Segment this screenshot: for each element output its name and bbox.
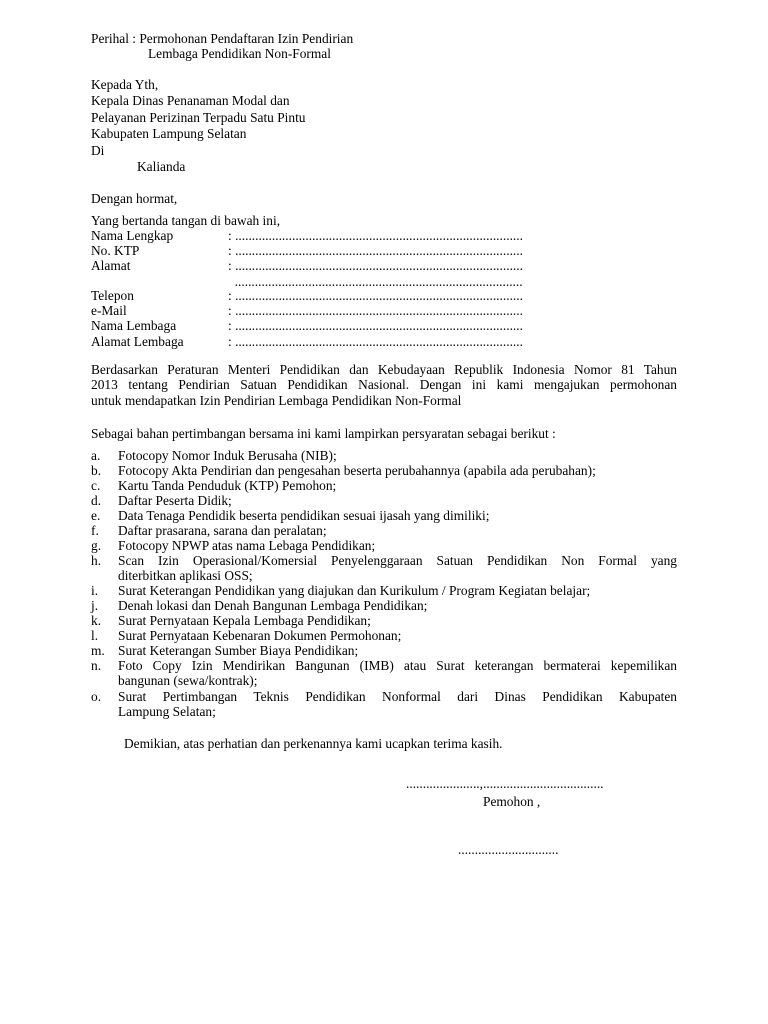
greeting: Dengan hormat, xyxy=(91,191,178,206)
subject-text: Permohonan Pendaftaran Izin Pendirian xyxy=(139,31,354,46)
list-marker: l. xyxy=(91,628,99,643)
undersigned-intro: Yang bertanda tangan di bawah ini, xyxy=(91,213,281,228)
list-item-text: Denah lokasi dan Denah Bangunan Lembaga Pendidikan; xyxy=(118,598,428,613)
list-item-text: Scan Izin Operasional/Komersial Penyelenggaraan Satuan Pendidikan Non Formal yang xyxy=(118,553,677,568)
list-item-text: Surat Keterangan Sumber Biaya Pendidikan; xyxy=(118,643,359,658)
list-marker: j. xyxy=(91,598,99,613)
list-item-text: Fotocopy Nomor Induk Berusaha (NIB); xyxy=(118,448,337,463)
list-item-text: Surat Pernyataan Kepala Lembaga Pendidikan; xyxy=(118,613,371,628)
list-marker: g. xyxy=(91,538,102,553)
field-label-alamat-lembaga: Alamat Lembaga xyxy=(91,334,184,349)
recipient-city: Kalianda xyxy=(137,159,186,174)
field-label-telepon: Telepon xyxy=(91,288,134,303)
list-marker: b. xyxy=(91,463,102,478)
field-value-alamat: : ...................................................................................... xyxy=(228,258,523,273)
list-item-text: Foto Copy Izin Mendirikan Bangunan (IMB) atau Surat keterangan bermaterai kepemilikan xyxy=(118,658,677,673)
list-marker: d. xyxy=(91,493,102,508)
field-value-email: : ...................................................................................... xyxy=(228,303,523,318)
field-label-alamat: Alamat xyxy=(91,258,131,273)
list-item-text: Surat Pertimbangan Teknis Pendidikan Nonformal dari Dinas Pendidikan Kabupaten xyxy=(118,689,677,704)
recipient-salutation: Kepada Yth, xyxy=(91,77,159,92)
field-value-nama-lengkap: : ...................................................................................... xyxy=(228,228,523,243)
subject-continuation: Lembaga Pendidikan Non-Formal xyxy=(148,46,331,61)
list-item-text-continued: diterbitkan aplikasi OSS; xyxy=(118,568,253,583)
applicant-role: Pemohon , xyxy=(483,794,541,809)
field-value-no-ktp: : ...................................................................................... xyxy=(228,243,523,258)
paragraph-line: 2013 tentang Pendirian Satuan Pendidikan Nasional. Dengan ini kami mengajukan permohonan xyxy=(91,377,677,393)
list-item-text: Data Tenaga Pendidik beserta pendidikan sesuai ijasah yang dimiliki; xyxy=(118,508,490,523)
paragraph-line: untuk mendapatkan Izin Pendirian Lembaga Pendidikan Non-Formal xyxy=(91,392,462,408)
field-label-nama-lengkap: Nama Lengkap xyxy=(91,228,174,243)
list-item-text: Fotocopy Akta Pendirian dan pengesahan beserta perubahannya (apabila ada perubahan); xyxy=(118,463,596,478)
subject-line xyxy=(91,31,353,46)
signature-name-line: .............................. xyxy=(458,842,559,857)
recipient-line: Kepala Dinas Penanaman Modal dan xyxy=(91,93,290,108)
list-item-text: Daftar prasarana, sarana dan peralatan; xyxy=(118,523,327,538)
list-marker: i. xyxy=(91,583,99,598)
recipient-line: Pelayanan Perizinan Terpadu Satu Pintu xyxy=(91,110,306,125)
closing-statement: Demikian, atas perhatian dan perkenannya kami ucapkan terima kasih. xyxy=(124,736,503,751)
list-marker: k. xyxy=(91,613,102,628)
field-value-nama-lembaga: : ...................................................................................... xyxy=(228,318,523,333)
legal-basis-paragraph xyxy=(91,362,677,408)
list-marker: a. xyxy=(91,448,101,463)
list-item-text: Fotocopy NPWP atas nama Lebaga Pendidikan; xyxy=(118,538,376,553)
field-label-email: e-Mail xyxy=(91,303,127,318)
place-date-line: ......................,.................................... xyxy=(406,776,604,791)
list-marker: n. xyxy=(91,658,102,673)
field-value-telepon: : ...................................................................................... xyxy=(228,288,523,303)
list-item-text-continued: bangunan (sewa/kontrak); xyxy=(118,673,258,688)
list-item-text: Surat Keterangan Pendidikan yang diajukan dan Kurikulum / Program Kegiatan belajar; xyxy=(118,583,591,598)
field-label-nama-lembaga: Nama Lembaga xyxy=(91,318,177,333)
list-item-text: Daftar Peserta Didik; xyxy=(118,493,232,508)
perihal-label: Perihal : xyxy=(91,31,140,46)
attachments-intro: Sebagai bahan pertimbangan bersama ini kami lampirkan persyaratan sebagai berikut : xyxy=(91,426,556,441)
recipient-line: Kabupaten Lampung Selatan xyxy=(91,126,247,141)
field-label-no-ktp: No. KTP xyxy=(91,243,140,258)
list-item-text: Surat Pernyataan Kebenaran Dokumen Permohonan; xyxy=(118,628,402,643)
field-value-alamat-lembaga: : ...................................................................................... xyxy=(228,334,523,349)
list-marker: h. xyxy=(91,553,102,568)
field-value-alamat-continued: ...................................................................................... xyxy=(228,274,523,289)
list-marker: f. xyxy=(91,523,99,538)
list-item-text-continued: Lampung Selatan; xyxy=(118,704,216,719)
recipient-line: Di xyxy=(91,143,105,158)
list-item-text: Kartu Tanda Penduduk (KTP) Pemohon; xyxy=(118,478,337,493)
list-marker: e. xyxy=(91,508,101,523)
list-marker: o. xyxy=(91,689,102,704)
list-marker: m. xyxy=(91,643,105,658)
list-marker: c. xyxy=(91,478,101,493)
paragraph-line: Berdasarkan Peraturan Menteri Pendidikan dan Kebudayaan Republik Indonesia Nomor 81 Tahun xyxy=(91,362,677,377)
